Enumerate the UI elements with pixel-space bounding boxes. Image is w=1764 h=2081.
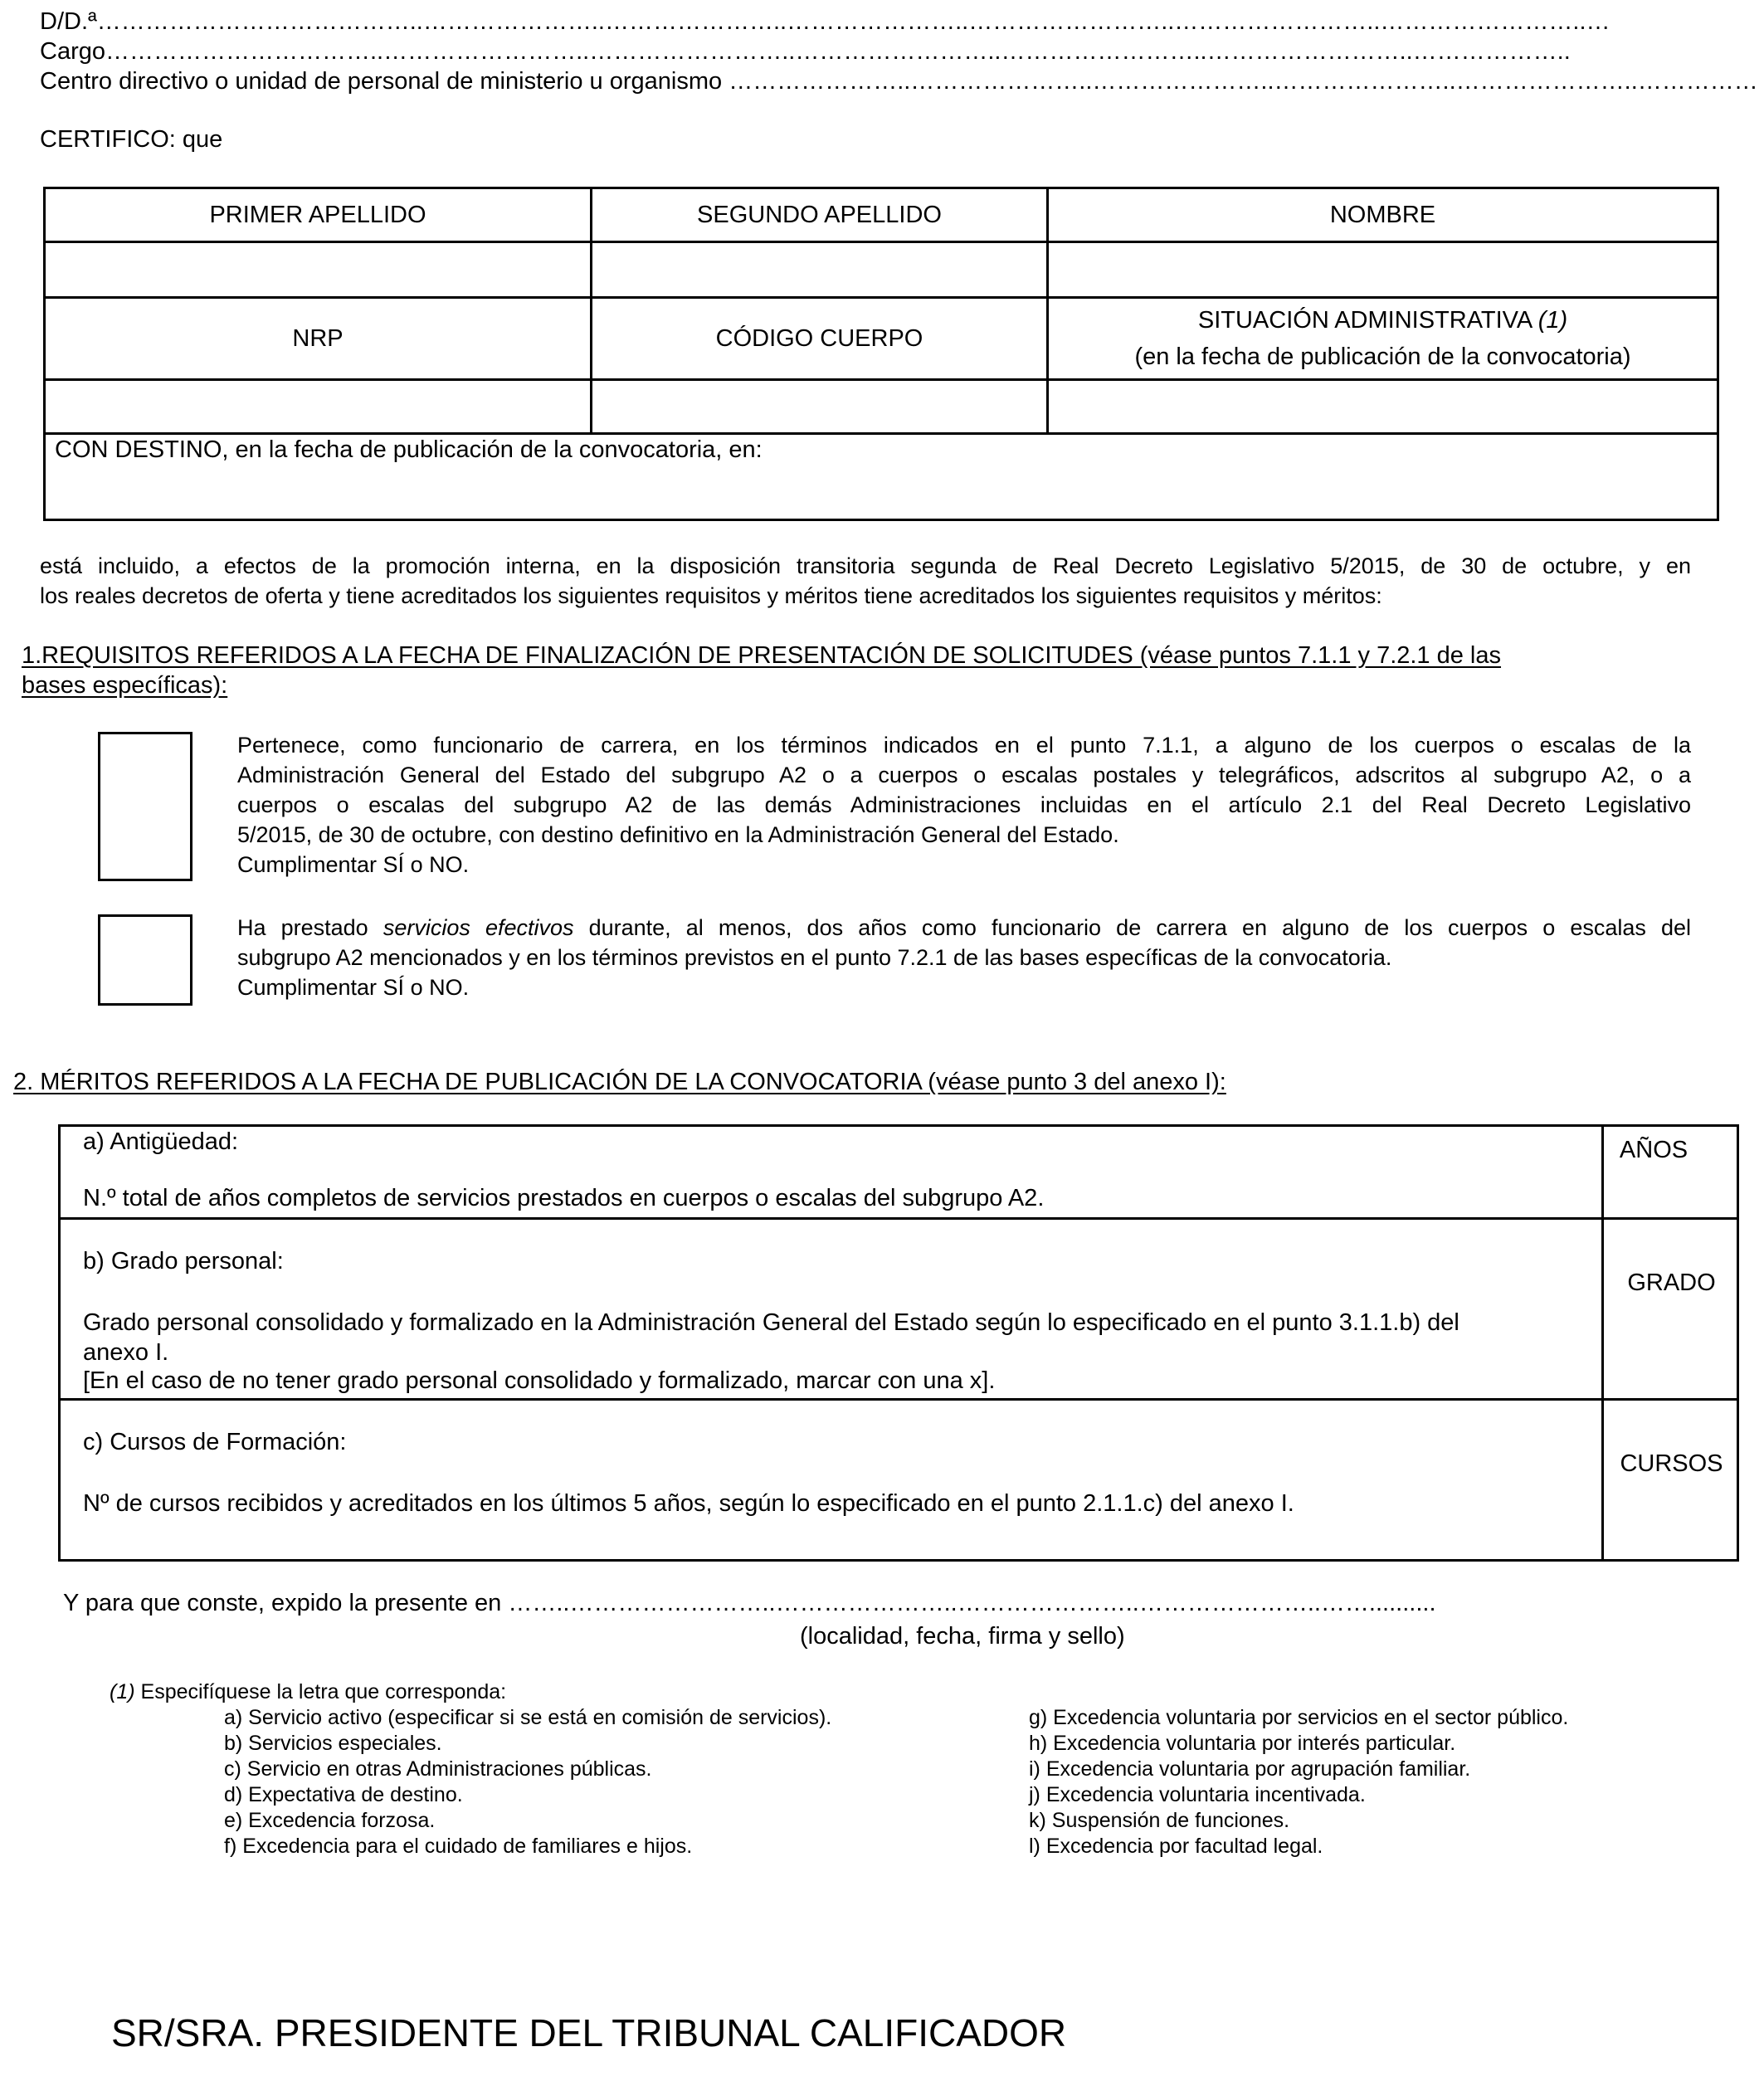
header-situacion-administrativa: [1049, 299, 1717, 378]
antiguedad-text: N.º total de años completos de servicios prestados en cuerpos o escalas del subgrupo A2.: [83, 1185, 1045, 1211]
anos-field[interactable]: [1605, 1166, 1736, 1216]
footnote-left-list: [224, 1705, 831, 1859]
footnote-item: c) Servicio en otras Administraciones públicas.: [224, 1757, 652, 1781]
requisito-1-answer-box[interactable]: [98, 732, 192, 881]
section1-heading: 1.REQUISITOS REFERIDOS A LA FECHA DE FINALIZACIÓN DE PRESENTACIÓN DE SOLICITUDES (véase puntos 7.1.1 y 7.2.1 de las: [22, 642, 1502, 669]
cursos-title: c) Cursos de Formación:: [83, 1429, 347, 1455]
nombre-field[interactable]: [1049, 243, 1717, 296]
footnote-item: a) Servicio activo (especificar si se está en comisión de servicios).: [224, 1706, 832, 1729]
cargo-line: [40, 37, 1691, 66]
requisito-1-line: Administración General del Estado del subgrupo A2 o a cuerpos o escalas postales y telegráficos, adscritos al subgrupo A2, o a: [237, 763, 1691, 787]
dd-line: [40, 7, 1691, 37]
destino-field[interactable]: [46, 466, 1717, 518]
dd-label: D/D.ª: [40, 8, 97, 35]
addressee: SR/SRA. PRESIDENTE DEL TRIBUNAL CALIFICADOR: [111, 2011, 1067, 2054]
closing-text: Y para que conste, expido la presente en: [63, 1590, 502, 1616]
nrp-field[interactable]: [46, 381, 590, 432]
segundo-apellido-field[interactable]: [592, 243, 1046, 296]
grado-text: anexo I.: [83, 1339, 169, 1366]
section1-heading: bases específicas):: [22, 672, 228, 699]
footnote-intro-text: Especifíquese la letra que corresponda:: [140, 1680, 507, 1703]
footnote-item: b) Servicios especiales.: [224, 1732, 442, 1755]
centro-line: [40, 66, 1758, 96]
situacion-label: SITUACIÓN ADMINISTRATIVA: [1197, 307, 1532, 334]
footnote-item: l) Excedencia por facultad legal.: [1029, 1835, 1323, 1858]
requisito-2-italic: servicios efectivos: [383, 915, 574, 940]
requisito-1-line: Pertenece, como funcionario de carrera, en los términos indicados en el punto 7.1.1, a alguno de los cuerpos o escalas de la: [237, 733, 1691, 758]
situacion-field[interactable]: [1049, 381, 1717, 432]
situacion-sublabel: (en la fecha de publicación de la convocatoria): [1134, 344, 1631, 370]
table-divider: [1601, 1124, 1604, 1562]
footnote-intro: [110, 1679, 506, 1705]
dd-fill-dots[interactable]: …………………………………..…………………..…………………..…………………..……………………..……………………..……………………..…: [96, 8, 1611, 35]
centro-fill-dots[interactable]: …………………..…………………..…………………..…………………..…………………..……………: [729, 68, 1758, 95]
footnote-item: e) Excedencia forzosa.: [224, 1809, 436, 1832]
intro-line: los reales decretos de oferta y tiene acreditados los siguientes requisitos y méritos tiene acreditados los siguientes requisitos y méritos:: [40, 583, 1382, 608]
cursos-text: Nº de cursos recibidos y acreditados en los últimos 5 años, según lo especificado en el punto 2.1.1.c) del anexo I.: [83, 1490, 1294, 1517]
certifico-label: CERTIFICO: que: [40, 126, 223, 153]
centro-label: Centro directivo o unidad de personal de ministerio u organismo: [40, 68, 723, 95]
footnote-item: h) Excedencia voluntaria por interés particular.: [1029, 1732, 1456, 1755]
grado-field[interactable]: [1605, 1303, 1736, 1394]
primer-apellido-field[interactable]: [46, 243, 590, 296]
anos-label: AÑOS: [1619, 1137, 1688, 1163]
cargo-label: Cargo: [40, 38, 105, 65]
closing-caption: (localidad, fecha, firma y sello): [800, 1623, 1125, 1650]
cargo-fill-dots[interactable]: ……………………………..……………………..……………………..……………………..……………………..……………………..………………..: [105, 38, 1571, 65]
requisito-1-line: 5/2015, de 30 de octubre, con destino definitivo en la Administración General del Estado.: [237, 822, 1119, 847]
intro-paragraph: [40, 551, 1691, 611]
requisito-1-line: cuerpos o escalas del subgrupo A2 de las demás Administraciones incluidas en el artículo 2.1 del Real Decreto Legislativo: [237, 792, 1691, 817]
footnote-right-list: [1029, 1705, 1568, 1859]
closing-line: [63, 1588, 1656, 1618]
footnote-item: d) Expectativa de destino.: [224, 1783, 463, 1806]
footnote-ref: (1): [1537, 307, 1568, 334]
table-divider: [58, 1217, 1739, 1220]
cursos-field[interactable]: [1605, 1485, 1736, 1558]
requisito-1-line: Cumplimentar SÍ o NO.: [237, 852, 470, 877]
header-codigo-cuerpo: CÓDIGO CUERPO: [715, 325, 923, 352]
requisito-2-line: subgrupo A2 mencionados y en los términos previstos en el punto 7.2.1 de las bases específicas de la convocatoria.: [237, 945, 1392, 970]
header-nrp: NRP: [292, 325, 344, 352]
codigo-cuerpo-field[interactable]: [592, 381, 1046, 432]
destino-label: CON DESTINO, en la fecha de publicación de la convocatoria, en:: [55, 436, 763, 463]
grado-note: [En el caso de no tener grado personal consolidado y formalizado, marcar con una x].: [83, 1367, 996, 1394]
table-divider: [58, 1398, 1739, 1401]
requisito-2-line: [237, 913, 1691, 943]
closing-fill-dots[interactable]: ……..……………………..…………………..…………………..…………………..……..........: [508, 1590, 1436, 1616]
requisito-1-text: [237, 730, 1691, 880]
requisito-2-text-part: durante, al menos, dos años como funcionario de carrera en alguno de los cuerpos o escalas del: [573, 915, 1692, 940]
footnote-mark: (1): [110, 1680, 135, 1703]
requisito-2-text-part: Ha prestado: [237, 915, 383, 940]
grado-label: GRADO: [1627, 1270, 1716, 1296]
requisito-2-line: Cumplimentar SÍ o NO.: [237, 975, 470, 1000]
grado-title: b) Grado personal:: [83, 1248, 284, 1274]
footnote-item: f) Excedencia para el cuidado de familiares e hijos.: [224, 1835, 693, 1858]
grado-text: Grado personal consolidado y formalizado en la Administración General del Estado según lo especificado en el punto 3.1.1.b) del: [83, 1309, 1459, 1336]
footnote-item: i) Excedencia voluntaria por agrupación familiar.: [1029, 1757, 1471, 1781]
footnote-item: g) Excedencia voluntaria por servicios en el sector público.: [1029, 1706, 1569, 1729]
header-nombre: NOMBRE: [1329, 202, 1436, 228]
section2-heading: 2. MÉRITOS REFERIDOS A LA FECHA DE PUBLICACIÓN DE LA CONVOCATORIA (véase punto 3 del anexo I):: [13, 1069, 1226, 1095]
requisito-2-text: [237, 913, 1691, 1002]
footnote-item: j) Excedencia voluntaria incentivada.: [1029, 1783, 1366, 1806]
header-segundo-apellido: SEGUNDO APELLIDO: [697, 202, 942, 228]
footnote-item: k) Suspensión de funciones.: [1029, 1809, 1290, 1832]
requisito-2-answer-box[interactable]: [98, 914, 192, 1006]
antiguedad-title: a) Antigüedad:: [83, 1128, 239, 1155]
intro-line: está incluido, a efectos de la promoción interna, en la disposición transitoria segunda de Real Decreto Legislativo 5/2015, de 30 de octubre, y en: [40, 553, 1691, 578]
header-primer-apellido: PRIMER APELLIDO: [209, 202, 426, 228]
cursos-label: CURSOS: [1620, 1450, 1723, 1477]
